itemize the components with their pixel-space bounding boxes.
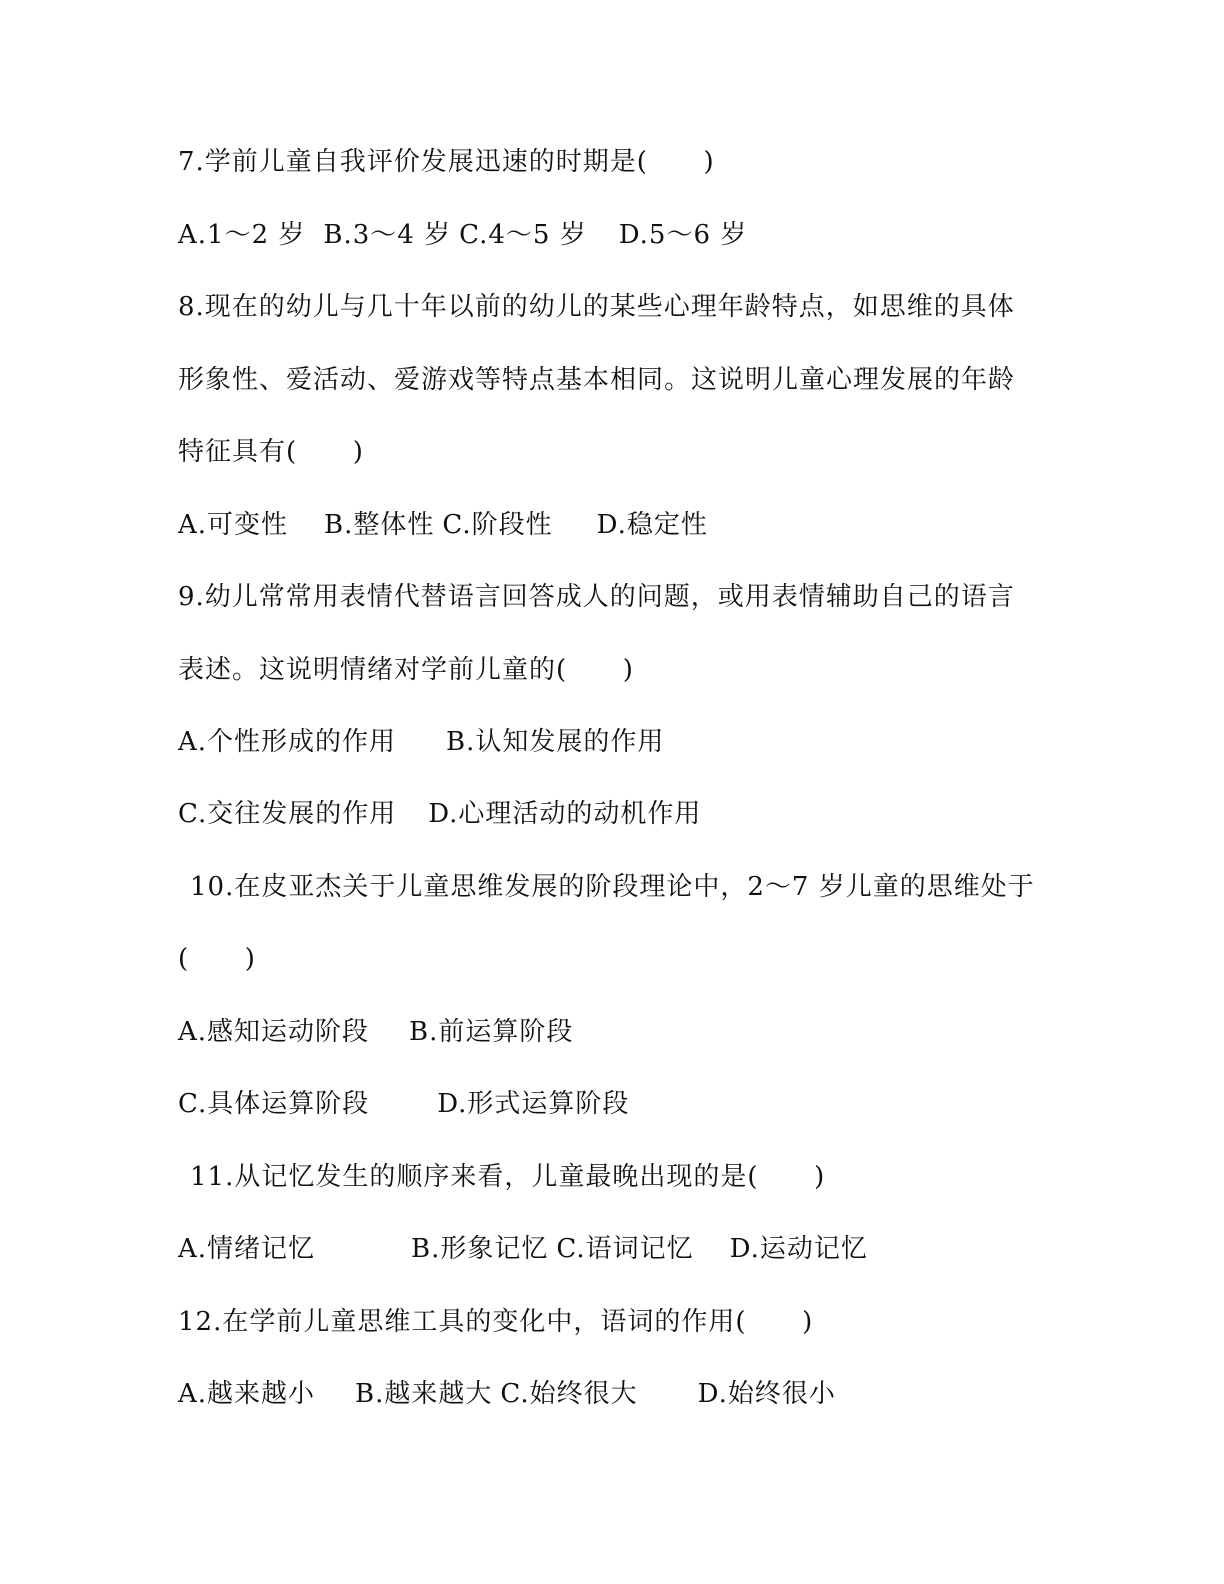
- question-9-stem-line-2: 表述。这说明情绪对学前儿童的( ): [178, 655, 634, 685]
- question-11-stem-line-1: 11.从记忆发生的顺序来看，儿童最晚出现的是( ): [190, 1162, 826, 1192]
- question-7-option-b: B.3～4 岁: [323, 220, 452, 250]
- question-7-stem-line-1: 7.学前儿童自我评价发展迅速的时期是( ): [178, 147, 715, 177]
- question-8-option-d: D.稳定性: [596, 510, 708, 540]
- question-10-stem-line-1: 10.在皮亚杰关于儿童思维发展的阶段理论中，2～7 岁儿童的思维处于: [190, 872, 1035, 902]
- question-11-option-d: D.运动记忆: [729, 1234, 868, 1264]
- question-8-option-a: A.可变性: [178, 510, 289, 540]
- question-7-option-d: D.5～6 岁: [618, 220, 748, 250]
- question-10-option-d: D.形式运算阶段: [437, 1089, 630, 1119]
- question-9-option-a: A.个性形成的作用: [178, 727, 397, 757]
- question-9-option-b: B.认知发展的作用: [446, 727, 665, 757]
- question-8-option-b: B.整体性: [324, 510, 435, 540]
- question-11-option-b: B.形象记忆: [411, 1234, 549, 1264]
- question-7-option-c: C.4～5 岁: [459, 220, 587, 250]
- question-11-option-a: A.情绪记忆: [178, 1234, 316, 1264]
- question-12-option-c: C.始终很大: [500, 1379, 638, 1409]
- question-12-option-a: A.越来越小: [178, 1379, 316, 1409]
- question-12-options: [178, 1377, 836, 1411]
- question-10-option-b: B.前运算阶段: [409, 1017, 574, 1047]
- question-10-options-line-1: [178, 1015, 573, 1049]
- question-10-option-c: C.具体运算阶段: [178, 1089, 370, 1119]
- question-11-options: [178, 1232, 868, 1266]
- question-10-options-line-2: [178, 1087, 629, 1121]
- question-10-stem-line-2: ( ): [178, 944, 256, 974]
- question-8-option-c: C.阶段性: [442, 510, 553, 540]
- question-9-options-line-2: [178, 797, 701, 831]
- question-12-option-d: D.始终很小: [697, 1379, 836, 1409]
- question-8-stem-line-3: 特征具有( ): [178, 437, 364, 467]
- question-8-options: [178, 508, 708, 542]
- question-12-option-b: B.越来越大: [355, 1379, 493, 1409]
- question-9-stem-line-1: 9.幼儿常常用表情代替语言回答成人的问题，或用表情辅助自己的语言: [178, 582, 1015, 612]
- question-8-stem-line-2: 形象性、爱活动、爱游戏等特点基本相同。这说明儿童心理发展的年龄: [178, 365, 1016, 395]
- question-9-options-line-1: [178, 725, 664, 759]
- question-9-option-c: C.交往发展的作用: [178, 799, 397, 829]
- question-12-stem-line-1: 12.在学前儿童思维工具的变化中，语词的作用( ): [178, 1307, 814, 1337]
- question-8-stem-line-1: 8.现在的幼儿与几十年以前的幼儿的某些心理年龄特点，如思维的具体: [178, 292, 1015, 322]
- question-9-option-d: D.心理活动的动机作用: [428, 799, 702, 829]
- question-7-options: [178, 218, 747, 252]
- question-10-option-a: A.感知运动阶段: [178, 1017, 370, 1047]
- question-11-option-c: C.语词记忆: [556, 1234, 694, 1264]
- question-7-option-a: A.1～2 岁: [178, 220, 306, 250]
